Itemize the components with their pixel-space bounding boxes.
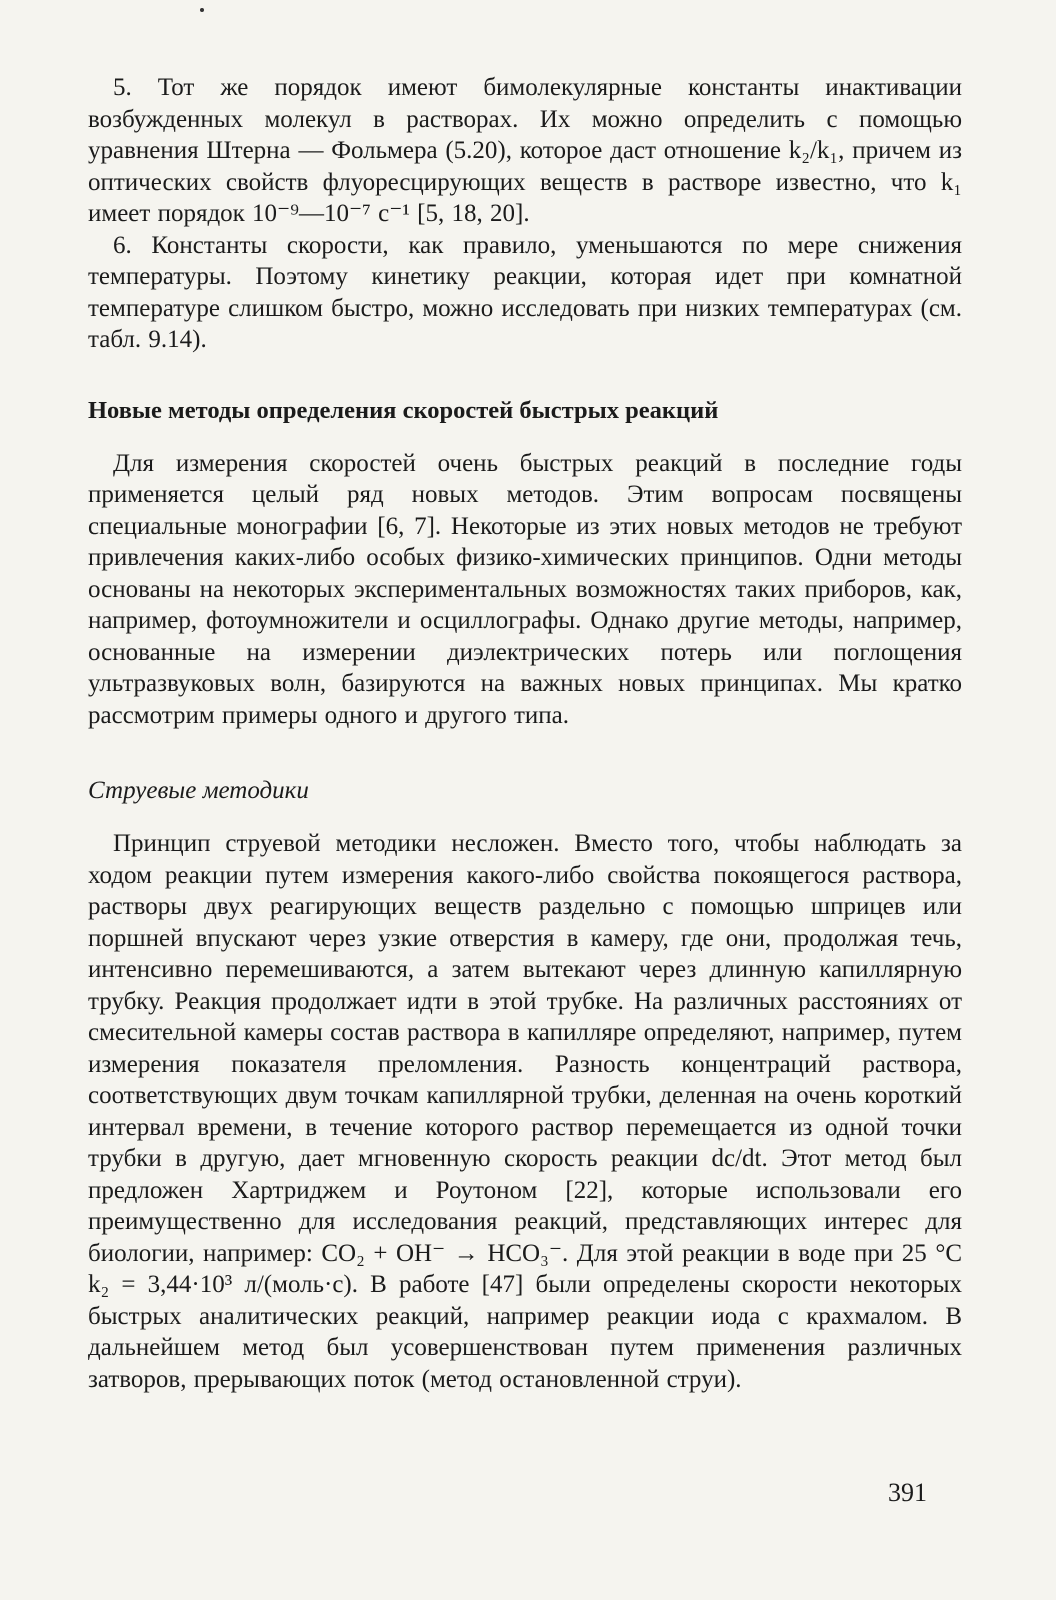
page-number: 391 — [888, 1478, 927, 1507]
section-paragraph: Для измерения скоростей очень быстрых реакций в последние годы применяется целый ряд новых методов. Этим вопросам посвящены специальные монографии [6, 7]. Некоторые из этих новых методов не требуют привлечения каких-либо особых физико-химических принципов. Одни методы основаны на некоторых экспериментальных возможностях таких приборов, как, например, фотоумножители и осциллографы. Однако другие методы, например, основанные на измерении диэлектрических потерь или поглощения ультразвуковых волн, базируются на важных новых принципах. Мы кратко рассмотрим примеры одного и другого типа. — [88, 449, 962, 729]
text-column — [88, 72, 962, 1395]
paragraph-item-6: 6. Константы скорости, как правило, уменьшаются по мере снижения температуры. Поэтому кинетику реакции, которая идет при комнатной температуре слишком быстро, можно исследовать при низких температурах (см. табл. 9.14). — [88, 231, 962, 353]
paragraph-item-5: 5. Тот же порядок имеют бимолекулярные константы инактивации возбужденных молекул в растворах. Их можно определить с помощью уравнения Штерна — Фольмера (5.20), которое даст отношение k₂/k₁, причем из оптических свойств флуоресцирующих веществ в растворе известно, что k₁ имеет порядок 10⁻⁹—10⁻⁷ с⁻¹ [5, 18, 20]. — [88, 74, 962, 227]
print-speck — [200, 8, 204, 12]
subsection-heading: Струевые методики — [88, 777, 309, 804]
subsection-paragraph: Принцип струевой методики несложен. Вместо того, чтобы наблюдать за ходом реакции путем измерения какого-либо свойства покоящегося раствора, растворы двух реагирующих веществ раздельно с помощью шприцев или поршней впускают через узкие отверстия в камеру, где они, продолжая течь, интенсивно перемешиваются, а затем вытекают через длинную капиллярную трубку. Реакция продолжает идти в этой трубке. На различных расстояниях от смесительной камеры состав раствора в капилляре определяют, например, путем измерения показателя преломления. Разность концентраций раствора, соответствующих двум точкам капиллярной трубки, деленная на очень короткий интервал времени, в течение которого раствор перемещается из одной точки трубки в другую, дает мгновенную скорость реакции dc/dt. Этот метод был предложен Хартриджем и Роутоном [22], которые использовали его преимущественно для исследования реакций, представляющих интерес для биологии, например: CO₂ + OH⁻ → HCO₃⁻. Для этой реакции в воде при 25 °C k₂ = 3,44·10³ л/(моль·с). В работе [47] были определены скорости некоторых быстрых аналитических реакций, например реакции иода с крахмалом. В дальнейшем метод был усовершенствован путем применения различных затворов, прерывающих поток (метод остановленной струи). — [88, 830, 962, 1393]
section-heading: Новые методы определения скоростей быстрых реакций — [88, 396, 719, 424]
